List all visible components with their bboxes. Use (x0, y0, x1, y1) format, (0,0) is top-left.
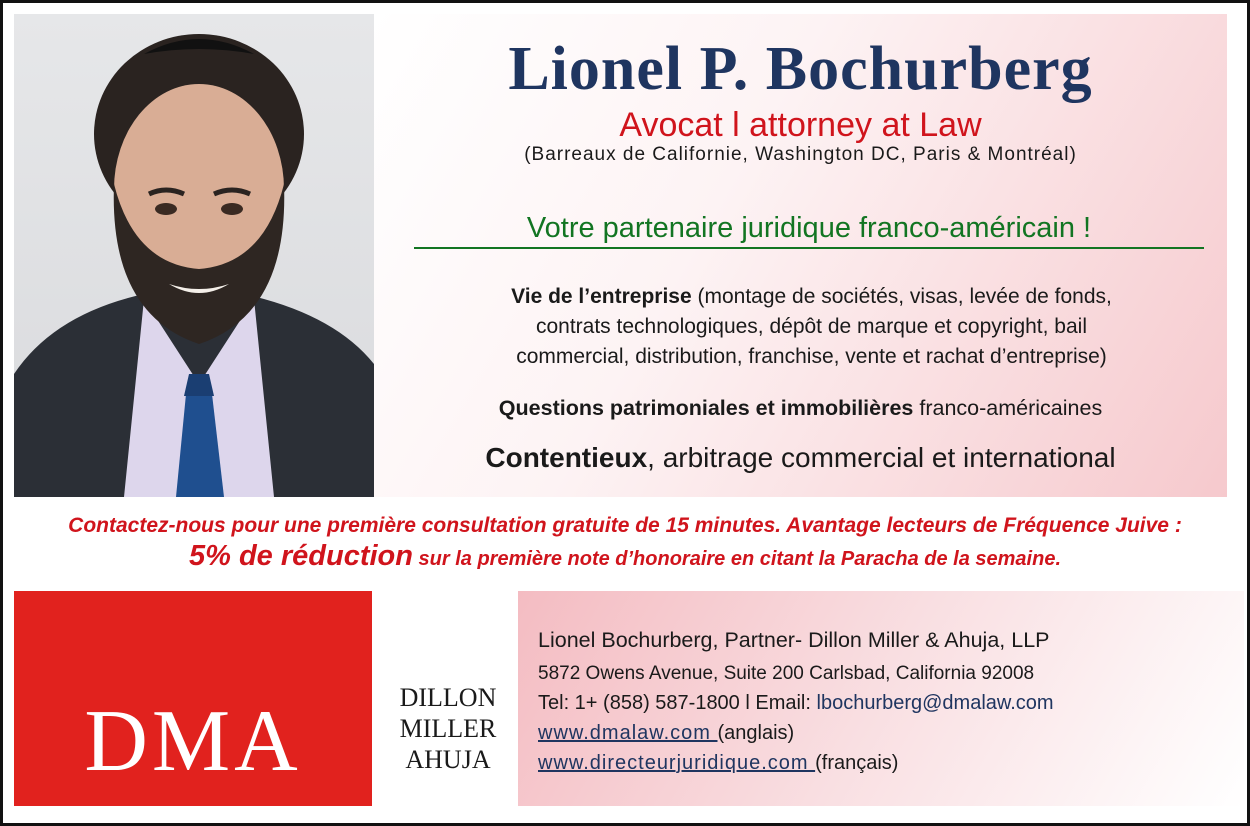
attorney-role: Avocat l attorney at Law (619, 106, 982, 144)
attorney-name: Lionel P. Bochurberg (508, 35, 1093, 103)
contact-panel (518, 591, 1244, 806)
site-2-link[interactable]: www.directeurjuridique.com (538, 752, 816, 774)
promo-rest: sur la première note d’honoraire en citant la Paracha de la semaine. (412, 548, 1062, 570)
patri-title: Questions patrimoniales et immobilières (498, 396, 914, 420)
conten-rest: , arbitrage commercial et international (647, 442, 1116, 473)
tel-text: Tel: 1+ (858) 587-1800 l Email: (538, 692, 817, 714)
business-services (404, 282, 1219, 372)
biz-line1: (montage de sociétés, visas, levée de fonds, (691, 285, 1112, 308)
contact-tel-email (538, 692, 1054, 715)
site-1-lang: (anglais) (717, 722, 795, 744)
firm-line-2: MILLER (399, 714, 497, 743)
site-1-row (538, 722, 794, 745)
site-2-row (538, 752, 898, 775)
tagline: Votre partenaire juridique franco-américain ! (414, 212, 1204, 249)
top-info-panel (374, 14, 1227, 497)
contact-name: Lionel Bochurberg, Partner- Dillon Miller & Ahuja, LLP (538, 628, 1050, 652)
firm-name (388, 682, 508, 775)
litigation-services (374, 442, 1227, 474)
discount-text: 5% de réduction (188, 540, 413, 572)
conten-title: Contentieux (485, 442, 648, 473)
dma-logo (14, 591, 372, 806)
promo-line-1: Contactez-nous pour une première consultation gratuite de 15 minutes. Avantage lecteurs de Fréquence Juive : (68, 514, 1182, 537)
biz-title: Vie de l’entreprise (511, 285, 692, 308)
estate-services (374, 396, 1227, 421)
bar-admissions: (Barreaux de Californie, Washington DC, Paris & Montréal) (524, 144, 1077, 165)
email-link[interactable]: lbochurberg@dmalaw.com (816, 692, 1054, 714)
firm-line-3: AHUJA (405, 745, 491, 774)
biz-line3: commercial, distribution, franchise, vente et rachat d’entreprise) (516, 345, 1107, 368)
patri-rest: franco-américaines (913, 396, 1103, 420)
portrait-photo (14, 14, 374, 497)
site-1-link[interactable]: www.dmalaw.com (538, 722, 718, 744)
contact-address: 5872 Owens Avenue, Suite 200 Carlsbad, California 92008 (538, 663, 1035, 684)
biz-line2: contrats technologiques, dépôt de marque et copyright, bail (535, 315, 1087, 338)
logo-text: DMA (84, 693, 302, 790)
firm-line-1: DILLON (399, 683, 497, 712)
site-2-lang: (français) (815, 752, 899, 774)
promo-line-2 (0, 540, 1250, 573)
portrait-illustration (14, 14, 374, 497)
